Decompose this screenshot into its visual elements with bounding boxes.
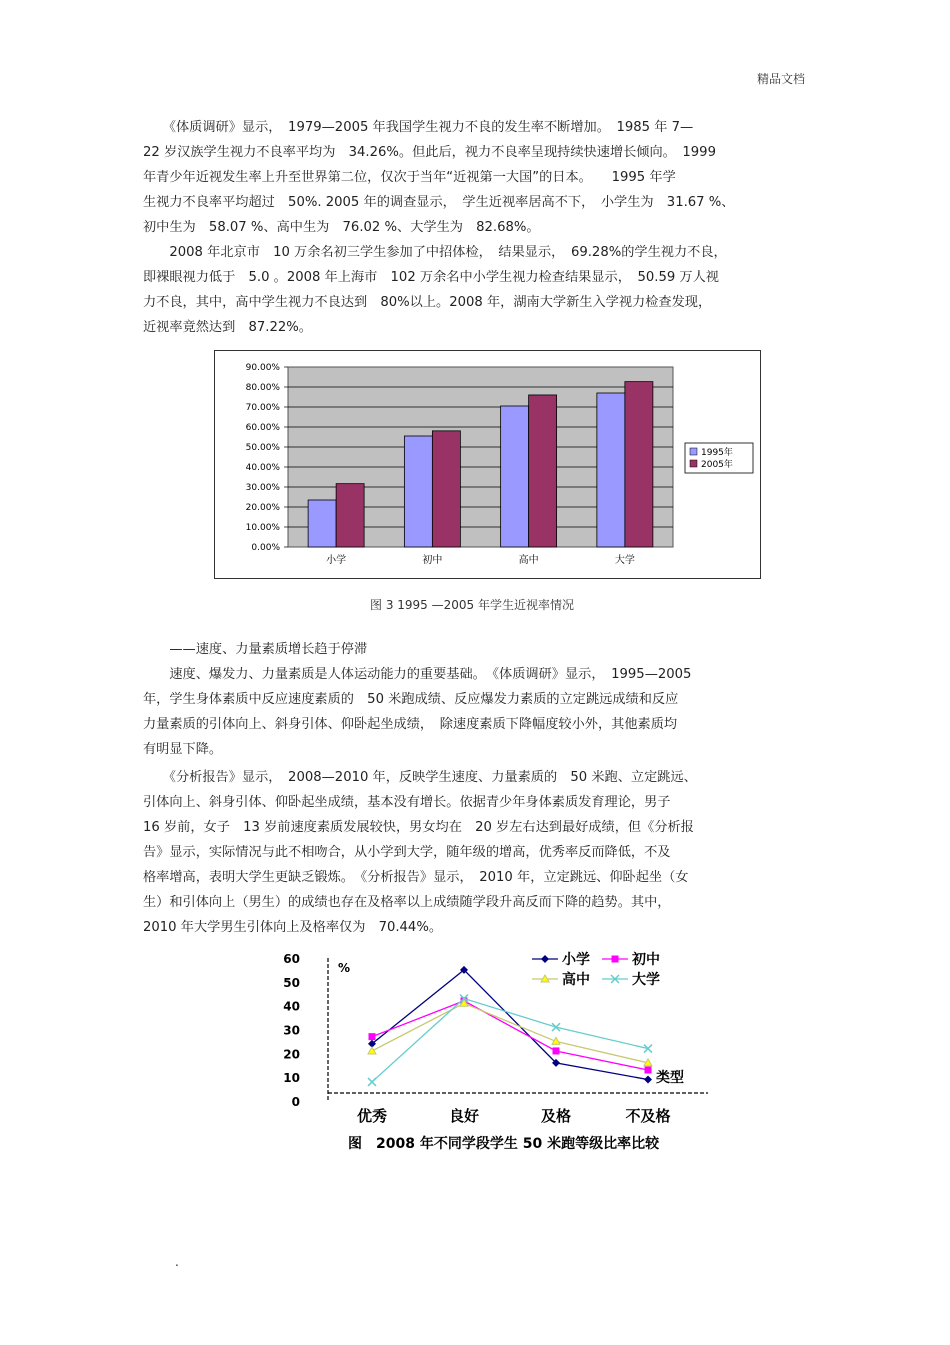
paragraph-line: 生）和引体向上（男生）的成绩也存在及格率以上成绩随学段升高反而下降的趋势。其中， bbox=[143, 895, 671, 910]
paragraph-line: 《体质调研》显示， 1979—2005 年我国学生视力不良的发生率不断增加。 1985 年 7— bbox=[143, 120, 694, 135]
bar bbox=[625, 382, 653, 547]
data-point bbox=[553, 1047, 560, 1054]
paragraph-line: 年，学生身体素质中反应速度素质的 50 米跑成绩、反应爆发力素质的立定跳远成绩和反应 bbox=[143, 692, 679, 707]
y-axis-label: % bbox=[338, 961, 351, 975]
bar bbox=[432, 431, 460, 547]
y-tick-label: 50 bbox=[283, 975, 300, 990]
legend-label: 初中 bbox=[632, 952, 660, 968]
y-tick-label: 30.00% bbox=[245, 483, 280, 493]
bar bbox=[501, 406, 529, 547]
paragraph-line: 有明显下降。 bbox=[143, 742, 223, 757]
page-header-label: 精品文档 bbox=[756, 72, 805, 86]
x-tick-label: 良好 bbox=[448, 1107, 480, 1125]
data-point bbox=[612, 956, 619, 963]
data-point bbox=[645, 1067, 652, 1074]
footer-mark: . bbox=[175, 1255, 179, 1269]
paragraph-line: 16 岁前，女子 13 岁前速度素质发展较快，男女均在 20 岁左右达到最好成绩，但《分析报 bbox=[143, 820, 694, 835]
y-tick-label: 10.00% bbox=[245, 523, 280, 533]
bar bbox=[529, 395, 557, 547]
myopia-bar-chart-svg bbox=[215, 351, 760, 578]
bar bbox=[404, 436, 432, 547]
paragraph-line: 生视力不良率平均超过 50%. 2005 年的调查显示， 学生近视率居高不下， 小学生为 31.67 %、 bbox=[143, 195, 735, 210]
paragraph-line: 近视率竟然达到 87.22%。 bbox=[143, 320, 312, 335]
figure1-caption: 图 3 1995 —2005 年学生近视率情况 bbox=[370, 598, 574, 612]
x-tick-label: 不及格 bbox=[625, 1107, 671, 1125]
paragraph-line: 速度、爆发力、力量素质是人体运动能力的重要基础。 《体质调研》显示， 1995—2005 bbox=[143, 667, 692, 682]
x-tick-label: 小学 bbox=[326, 555, 347, 566]
run-grade-line-chart bbox=[280, 950, 720, 1160]
y-tick-label: 50.00% bbox=[245, 443, 280, 453]
data-point bbox=[541, 955, 549, 963]
paragraph-line: 力不良，其中，高中学生视力不良达到 80%以上。2008 年，湖南大学新生入学视力检查发现， bbox=[143, 295, 712, 310]
y-tick-label: 0 bbox=[291, 1095, 300, 1109]
y-tick-label: 10 bbox=[283, 1071, 300, 1086]
paragraph-line: 引体向上、斜身引体、仰卧起坐成绩，基本没有增长。依据青少年身体素质发育理论，男子 bbox=[143, 795, 671, 810]
bar bbox=[336, 484, 364, 547]
paragraph-analysis-report bbox=[143, 765, 807, 940]
y-tick-label: 90.00% bbox=[245, 363, 280, 373]
y-tick-label: 30 bbox=[283, 1023, 300, 1038]
legend-label: 大学 bbox=[632, 972, 660, 988]
legend-swatch bbox=[690, 460, 697, 467]
paragraph-line: 22 岁汉族学生视力不良率平均为 34.26%。但此后，视力不良率呈现持续快速增长倾向。 1999 bbox=[143, 145, 716, 160]
y-tick-label: 0.00% bbox=[251, 543, 280, 553]
y-tick-label: 60.00% bbox=[245, 423, 280, 433]
paragraph-line: 2008 年北京市 10 万余名初三学生参加了中招体检， 结果显示， 69.28%的学生视力不良， bbox=[143, 245, 727, 260]
data-point bbox=[369, 1033, 376, 1040]
x-tick-label: 大学 bbox=[614, 555, 635, 566]
paragraph-line: 即裸眼视力低于 5.0 。2008 年上海市 102 万余名中小学生视力检查结果显示， 50.59 万人视 bbox=[143, 270, 719, 285]
data-point bbox=[368, 1047, 376, 1054]
x-tick-label: 及格 bbox=[540, 1107, 572, 1125]
paragraph-line: 格率增高，表明大学生更缺乏锻炼。 《分析报告》显示， 2010 年，立定跳远、仰卧起坐（女 bbox=[143, 870, 689, 885]
legend-label: 1995年 bbox=[701, 448, 733, 458]
legend-label: 2005年 bbox=[701, 460, 733, 470]
figure2-caption: 图 2008 年不同学段学生 50 米跑等级比率比较 bbox=[348, 1136, 660, 1152]
y-tick-label: 60 bbox=[283, 952, 300, 966]
legend-label: 小学 bbox=[562, 952, 590, 968]
paragraph-line: 《分析报告》显示， 2008—2010 年，反映学生速度、力量素质的 50 米跑、立定跳远、 bbox=[143, 770, 697, 785]
legend-label: 高中 bbox=[562, 972, 590, 988]
paragraph-line: 力量素质的引体向上、斜身引体、仰卧起坐成绩， 除速度素质下降幅度较小外，其他素质均 bbox=[143, 717, 678, 732]
x-tick-label: 初中 bbox=[422, 555, 443, 566]
data-point bbox=[644, 1076, 652, 1084]
y-tick-label: 20 bbox=[283, 1047, 300, 1062]
data-point bbox=[368, 1078, 376, 1086]
x-axis-label: 类型 bbox=[656, 1070, 684, 1086]
y-tick-label: 40 bbox=[283, 999, 300, 1014]
y-tick-label: 80.00% bbox=[245, 383, 280, 393]
myopia-bar-chart bbox=[214, 350, 761, 579]
x-tick-label: 优秀 bbox=[356, 1107, 388, 1125]
paragraph-line: ——速度、力量素质增长趋于停滞 bbox=[143, 642, 368, 657]
run-grade-line-chart-svg bbox=[280, 950, 720, 1160]
y-tick-label: 70.00% bbox=[245, 403, 280, 413]
paragraph-speed-strength bbox=[143, 637, 807, 762]
paragraph-line: 2010 年大学男生引体向上及格率仅为 70.44%。 bbox=[143, 920, 443, 935]
series-line bbox=[372, 970, 648, 1080]
paragraph-line: 告》显示，实际情况与此不相吻合，从小学到大学，随年级的增高，优秀率反而降低，不及 bbox=[143, 845, 671, 860]
legend-swatch bbox=[690, 448, 697, 455]
y-tick-label: 40.00% bbox=[245, 463, 280, 473]
paragraph-line: 年青少年近视发生率上升至世界第二位，仅次于当年“近视第一大国”的日本。 1995 年学 bbox=[143, 170, 676, 185]
bar bbox=[597, 393, 625, 547]
paragraph-vision-survey bbox=[143, 115, 807, 240]
x-tick-label: 高中 bbox=[518, 555, 539, 566]
paragraph-vision-2008 bbox=[143, 240, 807, 340]
bar bbox=[308, 500, 336, 547]
y-tick-label: 20.00% bbox=[245, 503, 280, 513]
paragraph-line: 初中生为 58.07 %、高中生为 76.02 %、大学生为 82.68%。 bbox=[143, 220, 540, 235]
